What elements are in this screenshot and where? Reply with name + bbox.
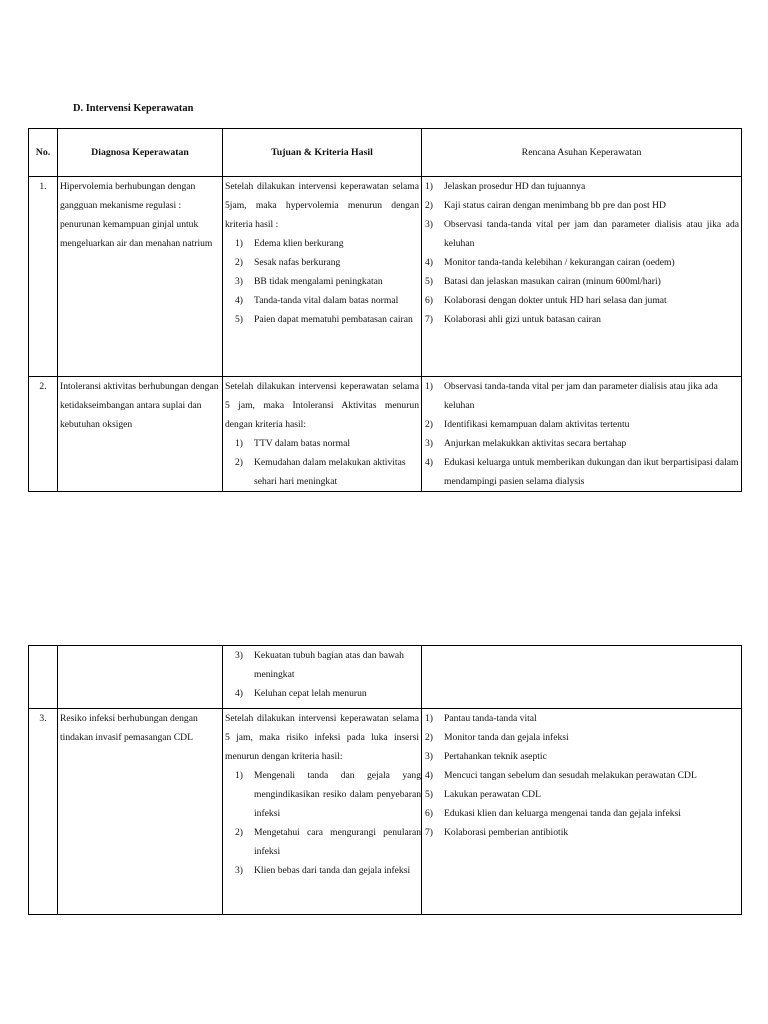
- table-row: [29, 377, 742, 492]
- tujuan-cell: [223, 709, 422, 915]
- row-number: 3.: [29, 709, 58, 915]
- intervention-table-page-1: [28, 128, 742, 492]
- list-item: 2) Kaji status cairan dengan menimbang bb pre dan post HD: [425, 200, 666, 211]
- row-number: 1.: [29, 177, 58, 377]
- rencana-list: [422, 377, 741, 491]
- list-item: 4) Edukasi keluarga untuk memberikan dukungan dan ikut berpartisipasi dalam mendampingi pasien selama dialysis: [425, 457, 739, 487]
- intervention-table-page-2: [28, 645, 742, 915]
- list-item: 4) Keluhan cepat lelah menurun: [235, 688, 367, 699]
- rencana-list: [422, 177, 741, 329]
- header-rencana: Rencana Asuhan Keperawatan: [422, 129, 742, 177]
- list-item: 2) Monitor tanda dan gejala infeksi: [425, 732, 569, 743]
- section-title: D. Intervensi Keperawatan: [73, 103, 194, 114]
- list-item: 5) Paien dapat mematuhi pembatasan cairan: [235, 314, 413, 325]
- diagnosa-cell: [58, 377, 223, 492]
- header-no: No.: [29, 129, 58, 177]
- list-item: 4) Monitor tanda-tanda kelebihan / kekurangan cairan (oedem): [425, 257, 675, 268]
- list-item: 3) Kekuatan tubuh bagian atas dan bawah meningkat: [235, 650, 404, 680]
- list-item: 2) Sesak nafas berkurang: [235, 257, 341, 268]
- diagnosa-text: Resiko infeksi berhubungan dengan tindakan invasif pemasangan CDL: [60, 713, 198, 743]
- kriteria-list: [223, 646, 421, 703]
- diagnosa-cell: [58, 177, 223, 377]
- list-item: 4) Tanda-tanda vital dalam batas normal: [235, 295, 399, 306]
- list-item: 2) Kemudahan dalam melakukan aktivitas sehari hari meningkat: [235, 457, 406, 487]
- table-row: [29, 709, 742, 915]
- kriteria-list: [223, 434, 421, 491]
- empty-cell: [422, 646, 742, 709]
- list-item: 1) Observasi tanda-tanda vital per jam dan parameter dialisis atau jika ada keluhan: [425, 381, 718, 411]
- list-item: 1) Pantau tanda-tanda vital: [425, 713, 537, 724]
- list-item: 4) Mencuci tangan sebelum dan sesudah melakukan perawatan CDL: [425, 770, 697, 781]
- row-number: 2.: [29, 377, 58, 492]
- list-item: 3) Observasi tanda-tanda vital per jam dan parameter dialisis atau jika ada keluhan: [425, 219, 739, 249]
- rencana-list: [422, 709, 741, 842]
- list-item: 1) TTV dalam batas normal: [235, 438, 350, 449]
- table-header-row: [29, 129, 742, 177]
- header-tujuan: Tujuan & Kriteria Hasil: [223, 129, 422, 177]
- diagnosa-text: Hipervolemia berhubungan dengan gangguan mekanisme regulasi : penurunan kemampuan ginjal untuk mengeluarkan air dan menahan natrium: [60, 181, 213, 249]
- list-item: 5) Lakukan perawatan CDL: [425, 789, 541, 800]
- list-item: 2) Mengetahui cara mengurangi penularan infeksi: [235, 827, 421, 857]
- list-item: 1) Jelaskan prosedur HD dan tujuannya: [425, 181, 586, 192]
- table-row: [29, 177, 742, 377]
- list-item: 7) Kolaborasi pemberian antibiotik: [425, 827, 569, 838]
- table-row: [29, 646, 742, 709]
- rencana-cell: [422, 177, 742, 377]
- rencana-cell: [422, 377, 742, 492]
- empty-cell: [29, 646, 58, 709]
- list-item: 3) Anjurkan melakukkan aktivitas secara bertahap: [425, 438, 627, 449]
- list-item: 1) Edema klien berkurang: [235, 238, 344, 249]
- tujuan-intro: Setelah dilakukan intervensi keperawatan selama 5 jam, maka risiko infeksi pada luka insersi menurun dengan kriteria hasil:: [225, 713, 419, 762]
- diagnosa-text: Intoleransi aktivitas berhubungan dengan ketidakseimbangan antara suplai dan kebutuhan oksigen: [60, 381, 219, 430]
- empty-cell: [58, 646, 223, 709]
- list-item: 2) Identifikasi kemampuan dalam aktivitas tertentu: [425, 419, 630, 430]
- list-item: 1) Mengenali tanda dan gejala yang mengindikasikan resiko dalam penyebaran infeksi: [235, 770, 421, 819]
- tujuan-cell: [223, 646, 422, 709]
- list-item: 6) Kolaborasi dengan dokter untuk HD hari selasa dan jumat: [425, 295, 667, 306]
- rencana-cell: [422, 709, 742, 915]
- kriteria-list: [223, 234, 421, 329]
- tujuan-intro: Setelah dilakukan intervensi keperawatan selama 5jam, maka hypervolemia menurun dengan kriteria hasil :: [225, 181, 419, 230]
- tujuan-cell: [223, 377, 422, 492]
- tujuan-cell: [223, 177, 422, 377]
- list-item: 3) BB tidak mengalami peningkatan: [235, 276, 383, 287]
- diagnosa-cell: [58, 709, 223, 915]
- list-item: 7) Kolaborasi ahli gizi untuk batasan cairan: [425, 314, 601, 325]
- header-diagnosa: Diagnosa Keperawatan: [58, 129, 223, 177]
- list-item: 6) Edukasi klien dan keluarga mengenai tanda dan gejala infeksi: [425, 808, 681, 819]
- list-item: 5) Batasi dan jelaskan masukan cairan (minum 600ml/hari): [425, 276, 661, 287]
- list-item: 3) Pertahankan teknik aseptic: [425, 751, 547, 762]
- list-item: 3) Klien bebas dari tanda dan gejala infeksi: [235, 865, 411, 876]
- tujuan-intro: Setelah dilakukan intervensi keperawatan selama 5 jam, maka Intoleransi Aktivitas menurun dengan kriteria hasil:: [225, 381, 419, 430]
- kriteria-list: [223, 766, 421, 880]
